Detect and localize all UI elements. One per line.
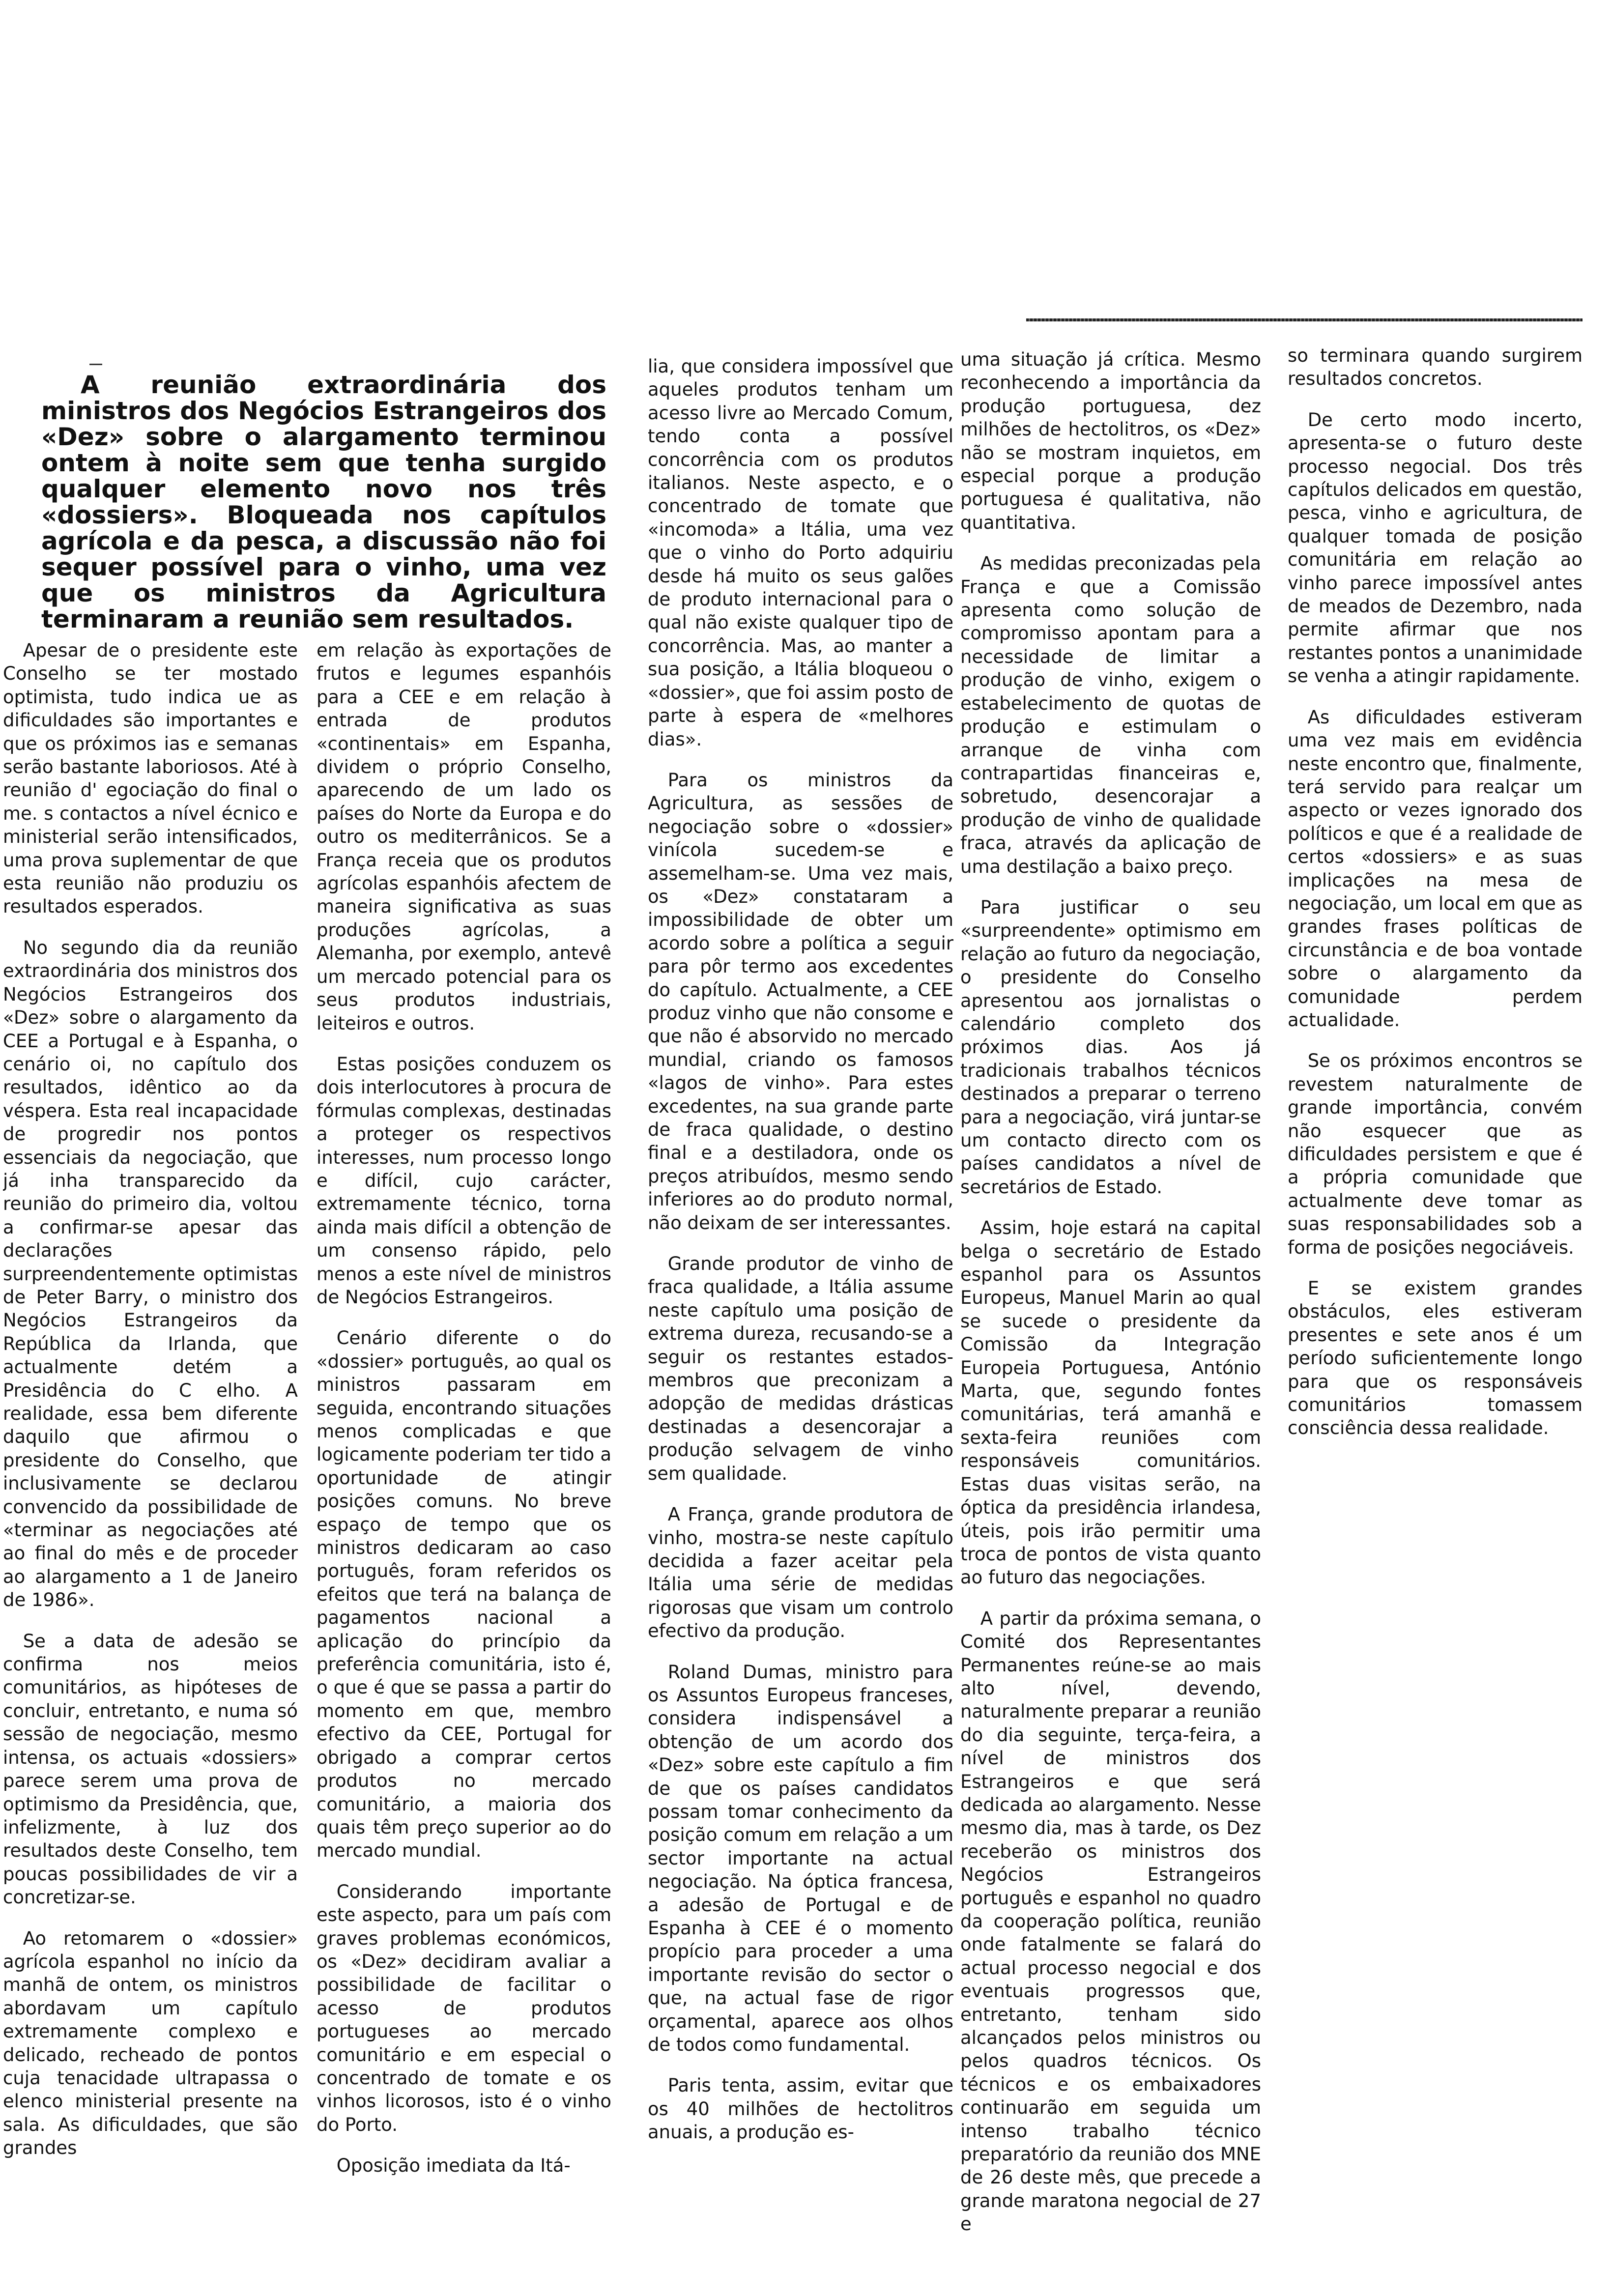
top-rule <box>1026 318 1583 321</box>
col5-paragraph: As dificuldades estiveram uma vez mais em evidência neste encontro que, finalmente, terá servido para realçar um aspecto or vezes ignorado dos políticos e que é a realidade de certos «dossiers» e as suas implicações na mesa de negociação, um local em que as grandes frases políticas de circunstância e de boa vontade sobre o alargamento da comunidade perdem actualidade. <box>1288 706 1583 1031</box>
col2-paragraph: Considerando importante este aspecto, para um país com graves problemas económicos, os «Dez» decidiram avaliar a possibilidade de facilitar o acesso de produtos portugueses ao mercado comunitário e em especial o concentrado de tomate e os vinhos licorosos, isto é o vinho do Porto. <box>317 1881 611 2135</box>
col3-paragraph: Roland Dumas, ministro para os Assuntos Europeus franceses, considera indispensável a obtenção de um acordo dos «Dez» sobre este capítulo a fim de que os países candidatos possam tomar conhecimento da posição comum em relação a um sector importante na actual negociação. Na óptica francesa, a adesão de Portugal e de Espanha à CEE é o momento propício para proceder a uma importante revisão do sector o que, na actual fase de rigor orçamental, aparece aos olhos de todos como fundamental. <box>648 1661 953 2056</box>
col3-paragraph: A França, grande produtora de vinho, mostra-se neste capítulo decidida a fazer aceitar pela Itália uma série de medidas rigorosas que visam um controlo efectivo da produção. <box>648 1504 953 1642</box>
col3-paragraph: lia, que considera impossível que aqueles produtos tenham um acesso livre ao Mercado Comum, tendo conta a possível concorrência com os produtos italianos. Neste aspecto, e o concentrado de tomate que «incomoda» a Itália, uma vez que o vinho do Porto adquiriu desde há muito os seus galões de produto internacional para o qual não existe qualquer tipo de concorrência. Mas, ao manter a sua posição, a Itália bloqueou o «dossier», que foi assim posto de parte à espera de «melhores dias». <box>648 356 953 750</box>
col5-paragraph: E se existem grandes obstáculos, eles estiveram presentes e sete anos é um período suficientemente longo para que os responsáveis comunitários tomassem consciência dessa realidade. <box>1288 1278 1583 1439</box>
col4-paragraph: Para justificar o seu «surpreendente» optimismo em relação ao futuro da negociação, o presidente do Conselho apresentou aos jornalistas o calendário completo dos próximos dias. Aos já tradicionais trabalhos técnicos destinados a preparar o terreno para a negociação, virá juntar-se um contacto directo com os países candidatos a nível de secretários de Estado. <box>960 896 1261 1198</box>
column-1 <box>3 639 298 2296</box>
col2-paragraph: Cenário diferente o do «dossier» português, ao qual os ministros passaram em seguida, encontrando situações menos complicadas e que logicamente poderiam ter tido a oportunidade de atingir posições comuns. No breve espaço de tempo que os ministros dedicaram ao caso português, foram referidos os efeitos que terá na balança de pagamentos nacional a aplicação do princípio da preferência comunitária, isto é, o que é que se passa a partir do momento em que, membro efectivo da CEE, Portugal for obrigado a comprar certos produtos no mercado comunitário, a maioria dos quais têm preço superior ao do mercado mundial. <box>317 1327 611 1862</box>
col1-paragraph: Apesar de o presidente este Conselho se ter mostado optimista, tudo indica ue as dificuldades são importantes e que os próximos ias e semanas serão bastante laboriosos. Até à reunião d' egociação do final o me. s contactos a nível écnico e ministerial serão intensificados, uma prova suplementar de que esta reunião não produziu os resultados esperados. <box>3 640 298 918</box>
col1-paragraph: Se a data de adesão se confirma nos meios comunitários, as hipóteses de concluir, entretanto, e numa só sessão de negociação, mesmo intensa, os actuais «dossiers» parece serem uma prova de optimismo da Presidência, que, infelizmente, à luz dos resultados deste Conselho, tem poucas possibilidades de vir a concretizar-se. <box>3 1630 298 1908</box>
col3-paragraph: Para os ministros da Agricultura, as sessões de negociação sobre o «dossier» vinícola sucedem-se e assemelham-se. Uma vez mais, os «Dez» constataram a impossibilidade de obter um acordo sobre a política a seguir para pôr termo aos excedentes do capítulo. Actualmente, a CEE produz vinho que não consome e que não é absorvido no mercado mundial, criando os famosos «lagos de vinho». Para estes excedentes, na sua grande parte de fraca qualidade, o destino final e a destiladora, onde os preços atribuídos, mesmo sendo inferiores ao do produto normal, não deixam de ser interessantes. <box>648 769 953 1234</box>
col4-paragraph: Assim, hoje estará na capital belga o secretário de Estado espanhol para os Assuntos Europeus, Manuel Marin ao qual se sucede o presidente da Comissão da Integração Europeia Portuguesa, António Marta, que, segundo fontes comunitárias, terá amanhã e sexta-feira reuniões com responsáveis comunitários. Estas duas visitas serão, na óptica da presidência irlandesa, úteis, pois irão permitir uma troca de pontos de vista quanto ao futuro das negociações. <box>960 1217 1261 1588</box>
column-4 <box>960 348 1261 2296</box>
col4-paragraph: uma situação já crítica. Mesmo reconhecendo a importância da produção portuguesa, dez milhões de hectolitros, os «Dez» não se mostram inquietos, em especial porque a produção portuguesa é qualitativa, não quantitativa. <box>960 349 1261 533</box>
col1-paragraph: No segundo dia da reunião extraordinária dos ministros dos Negócios Estrangeiros dos «Dez» sobre o alargamento da CEE a Portugal e à Espanha, o cenário oi, no capítulo dos resultados, idêntico ao da véspera. Esta real incapacidade de progredir nos pontos essenciais da negociação, que já inha transparecido da reunião do primeiro dia, voltou a confirmar-se apesar das declarações surpreendentemente optimistas de Peter Barry, o ministro dos Negócios Estrangeiros da República da Irlanda, que actualmente detém a Presidência do C elho. A realidade, essa bem diferente daquilo que afirmou o presidente do Conselho, que inclusivamente se declarou convencido da possibilidade de «terminar as negociações até ao final do mês e de proceder ao alargamento a 1 de Janeiro de 1986». <box>3 937 298 1611</box>
col2-paragraph: Oposição imediata da Itá- <box>336 2155 571 2177</box>
col3-paragraph: Grande produtor de vinho de fraca qualidade, a Itália assume neste capítulo uma posição de extrema dureza, recusando-se a seguir os restantes estados-membros que preconizam a adopção de medidas drásticas destinadas a desencorajar a produção selvagem de vinho sem qualidade. <box>648 1253 953 1484</box>
col2-paragraph: Estas posições conduzem os dois interlocutores à procura de fórmulas complexas, destinadas a proteger os respectivos interesses, num processo longo e difícil, cujo carácter, extremamente técnico, torna ainda mais difícil a obtenção de um consenso rápido, pelo menos a este nível de ministros de Negócios Estrangeiros. <box>317 1053 611 1308</box>
col5-paragraph: so terminara quando surgirem resultados concretos. <box>1288 345 1583 390</box>
col4-paragraph: As medidas preconizadas pela França e que a Comissão apresenta como solução de compromisso apontam para a necessidade de limitar a produção de vinho, exigem o estabelecimento de quotas de produção e estimulam o arranque de vinha com contrapartidas financeiras e, sobretudo, desencorajar a produção de vinho de qualidade fraca, através da aplicação de uma destilação a baixo preço. <box>960 553 1261 877</box>
lead-dash <box>89 364 102 365</box>
column-3 <box>648 355 953 2296</box>
col2-paragraph: em relação às exportações de frutos e legumes espanhóis para a CEE e em relação à entrada de produtos «continentais» em Espanha, dividem o próprio Conselho, aparecendo de um lado os países do Norte da Europa e do outro os mediterrânicos. Se a França receia que os produtos agrícolas espanhóis afectem de maneira significativa as suas produções agrícolas, a Alemanha, por exemplo, antevê um mercado potencial para os seus produtos industriais, leiteiros e outros. <box>317 640 611 1034</box>
col1-paragraph: Ao retomarem o «dossier» agrícola espanhol no início da manhã de ontem, os ministros abordavam um capítulo extremamente complexo e delicado, recheado de pontos cuja tenacidade ultrapassa o elenco ministerial presente na sala. As dificuldades, que são grandes <box>3 1927 298 2159</box>
column-2 <box>317 639 611 2296</box>
column-5 <box>1288 344 1583 1474</box>
col3-paragraph: Paris tenta, assim, evitar que os 40 milhões de hectolitros anuais, a produção es- <box>648 2075 953 2143</box>
col5-paragraph: Se os próximos encontros se revestem naturalmente de grande importância, convém não esquecer que as dificuldades persistem e que é a própria comunidade que actualmente deve tomar as suas responsabilidades sob a forma de posições negociáveis. <box>1288 1050 1583 1258</box>
lead-paragraph: A reunião extraordinária dos ministros dos Negócios Estrangeiros dos «Dez» sobre o alargamento terminou ontem à noite sem que tenha surgido qualquer elemento novo nos três «dossiers». Bloqueada nos capítulos agrícola e da pesca, a discussão não foi sequer possível para o vinho, uma vez que os ministros da Agricultura terminaram a reunião sem resultados. <box>41 371 606 633</box>
col5-paragraph: De certo modo incerto, apresenta-se o futuro deste processo negocial. Dos três capítulos delicados em questão, pesca, vinho e agricultura, de qualquer tomada de posição comunitária em relação ao vinho parece impossível antes de meados de Dezembro, nada permite afirmar que nos restantes pontos a unanimidade se venha a atingir rapidamente. <box>1288 409 1583 687</box>
col4-paragraph: A partir da próxima semana, o Comité dos Representantes Permanentes reúne-se ao mais alto nível, devendo, naturalmente preparar a reunião do dia seguinte, terça-feira, a nível de ministros dos Estrangeiros e que será dedicada ao alargamento. Nesse mesmo dia, mas à tarde, os Dez receberão os ministros dos Negócios Estrangeiros português e espanhol no quadro da cooperação política, reunião onde fatalmente se falará do actual processo negocial e dos eventuais progressos que, entretanto, tenham sido alcançados pelos ministros ou pelos quadros técnicos. Os técnicos e os embaixadores continuarão em seguida um intenso trabalho técnico preparatório da reunião dos MNE de 26 deste mês, que precede a grande maratona negocial de 27 e <box>960 1607 1261 2235</box>
